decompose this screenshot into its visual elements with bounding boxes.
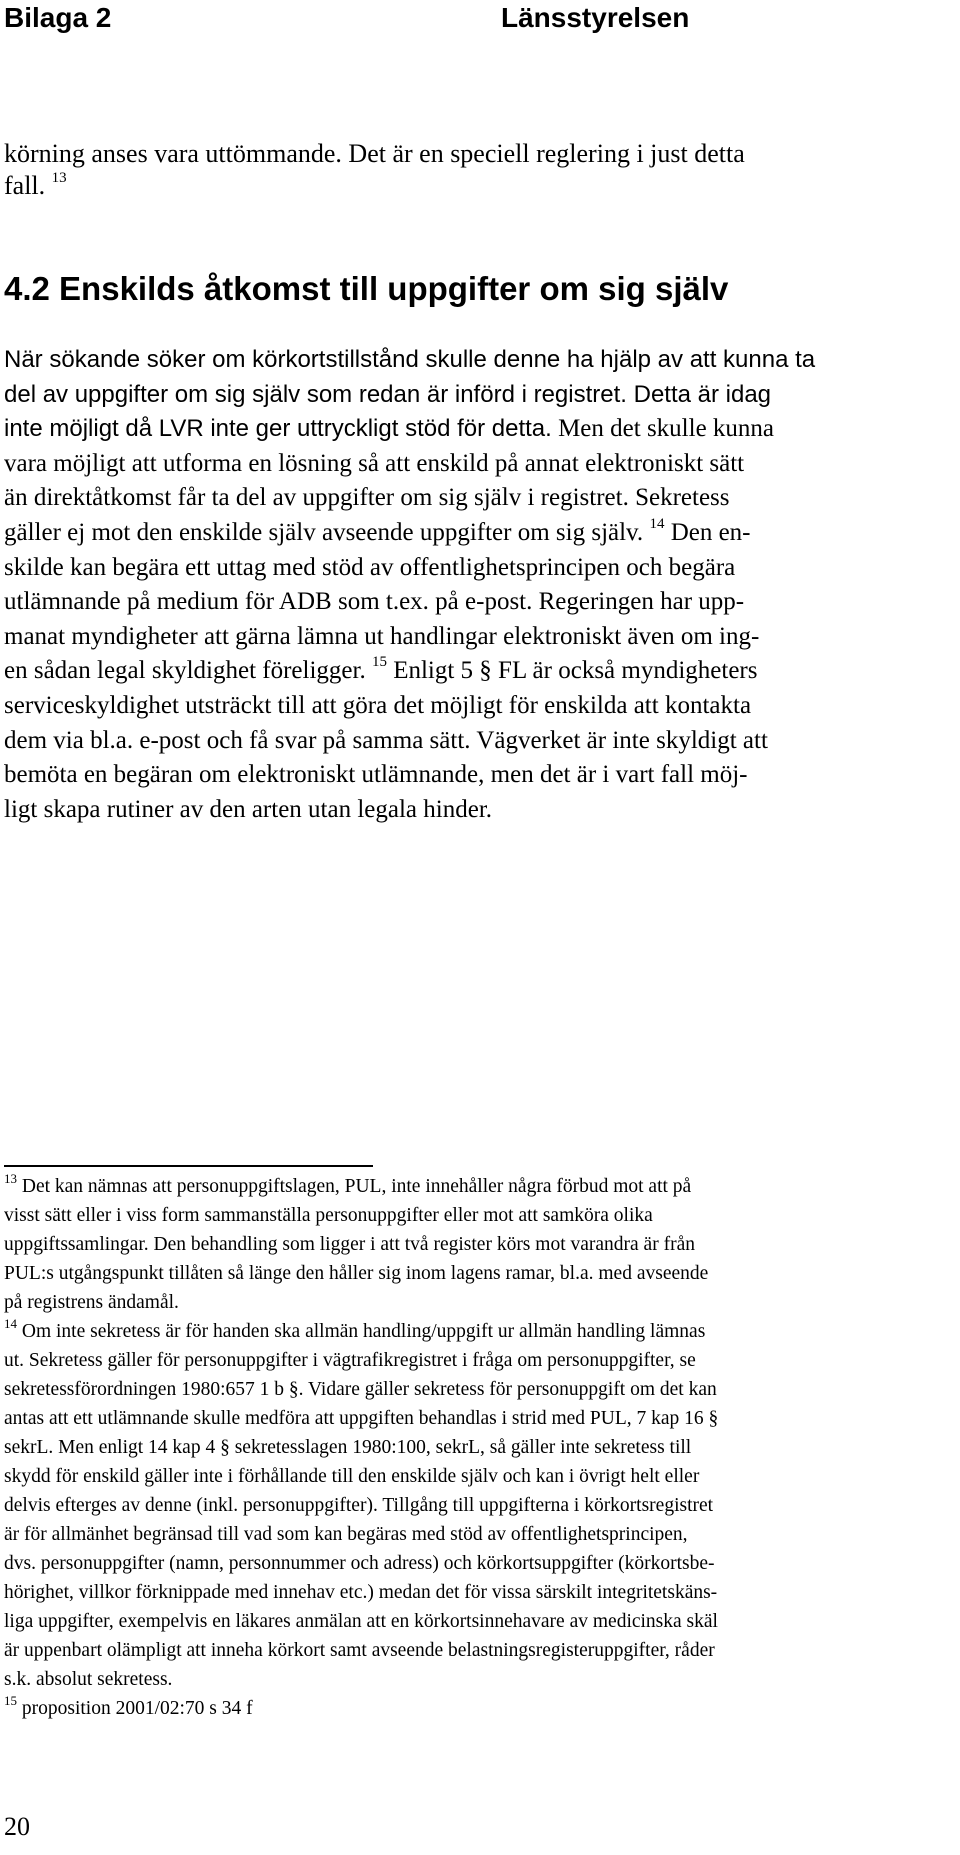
footnote-14-line: antas att ett utlämnande skulle medföra att uppgiften behandlas i strid med PUL, 7 kap 16 § [4,1408,719,1429]
footnote-14-line: hörighet, villkor förknippade med innehav etc.) medan det för vissa särskilt integritetskäns- [4,1582,718,1603]
footnote-13-line: uppgiftssamlingar. Den behandling som ligger i att två register körs mot varandra är från [4,1234,695,1255]
footnote-text: Det kan nämnas att personuppgiftslagen, PUL, inte innehåller några förbud mot att på [17,1176,692,1197]
body-line: ligt skapa rutiner av den arten utan legala hinder. [4,795,493,823]
footnote-14-line: liga uppgifter, exempelvis en läkares anmälan att en körkortsinnehavare av medicinska skäl [4,1611,718,1632]
intro-line-2-text: fall. [4,171,46,200]
footnote-number-14: 14 [4,1316,17,1331]
body-line-segment: Enligt 5 § FL är också myndigheters [386,657,758,685]
body-line-segment: Sekretess [628,484,730,512]
body-line [4,412,944,447]
footnote-ref-15[interactable]: 15 [371,654,387,671]
footnote-number-15: 15 [4,1693,17,1708]
footnote-14-line: delvis efterges av denne (inkl. personuppgifter). Tillgång till uppgifterna i körkortsregistret [4,1495,714,1516]
section-heading: 4.2 Enskilds åtkomst till uppgifter om sig själv [4,270,729,307]
body-line: vara möjligt att utforma en lösning så att enskild på annat elektroniskt sätt [4,449,745,477]
page-header [0,2,960,38]
footnote-14-line: skydd för enskild gäller inte i förhållande till den enskilde själv och kan i övrigt helt eller [4,1466,700,1487]
footnote-13-line [4,1172,954,1201]
body-line: del av uppgifter om sig själv som redan är införd i registret. Detta är idag [4,380,772,408]
footnote-text: Om inte sekretess är för handen ska allmän handling/uppgift ur allmän handling lämnas [17,1321,706,1342]
intro-line-2 [4,170,944,202]
body-line [4,481,944,516]
footnote-14-line: s.k. absolut sekretess. [4,1669,173,1690]
body-line [4,654,944,689]
footnote-14-line: är uppenbart olämpligt att inneha körkort samt avseende belastningsregisteruppgifter, råder [4,1640,715,1661]
footnote-13-line: visst sätt eller i viss form sammanställa personuppgifter eller mot att samköra olika [4,1205,653,1226]
body-line: serviceskyldighet utsträckt till att göra det möjligt för enskilda att kontakta [4,691,752,719]
body-line: manat myndigheter att gärna lämna ut handlingar elektroniskt även om ing- [4,622,760,650]
body-line: dem via bl.a. e-post och få svar på samma sätt. Vägverket är inte skyldigt att [4,726,768,754]
body-line-segment: inte möjligt då LVR inte ger uttryckligt stöd för detta. [4,415,552,443]
body-line-segment: gäller ej mot den enskilde själv avseende uppgifter om sig själv. [4,518,644,546]
footnote-14-line: dvs. personuppgifter (namn, personnummer och adress) och körkortsuppgifter (körkortsbe- [4,1553,715,1574]
body-line: utlämnande på medium för ADB som t.ex. på e-post. Regeringen har upp- [4,588,745,616]
footnote-13-line: PUL:s utgångspunkt tillåten så länge den håller sig inom lagens ramar, bl.a. med avseende [4,1263,709,1284]
footnote-14-line: sekretessförordningen 1980:657 1 b §. Vidare gäller sekretess för personuppgift om det kan [4,1379,717,1400]
footnotes-section [4,1172,954,1723]
footnote-13-line: på registrens ändamål. [4,1292,179,1313]
footnote-ref-14[interactable]: 14 [649,515,665,532]
body-line-segment: Men det skulle kunna [551,415,775,443]
footnote-14-line: är för allmänhet begränsad till vad som kan begäras med stöd av offentlighetsprincipen, [4,1524,688,1545]
section-body [4,343,944,827]
body-line: skilde kan begära ett uttag med stöd av offentlighetsprincipen och begära [4,553,736,581]
body-line-segment: en sådan legal skyldighet föreligger. [4,657,366,685]
footnote-ref-13[interactable]: 13 [51,170,67,186]
footnote-14-line [4,1317,954,1346]
footnote-14-line: sekrL. Men enligt 14 kap 4 § sekretesslagen 1980:100, sekrL, så gäller inte sekretess till [4,1437,692,1458]
header-authority-label: Länsstyrelsen [501,2,690,33]
footnote-15-line [4,1694,954,1723]
footnote-separator [4,1165,373,1167]
intro-line-1: körning anses vara uttömmande. Det är en speciell reglering i just detta [4,139,745,168]
body-line: När sökande söker om körkortstillstånd skulle denne ha hjälp av att kunna ta [4,346,816,373]
body-line [4,516,944,551]
header-appendix-label: Bilaga 2 [4,2,112,33]
page-number: 20 [4,1812,30,1841]
body-line-segment: än direktåtkomst får ta del av uppgifter om sig själv i registret. [4,484,629,512]
footnote-number-13: 13 [4,1171,17,1186]
body-line-segment: Den en- [664,518,751,546]
body-line: bemöta en begäran om elektroniskt utlämnande, men det är i vart fall möj- [4,761,748,789]
footnote-text: proposition 2001/02:70 s 34 f [17,1698,253,1719]
intro-paragraph [4,138,944,202]
footnote-14-line: ut. Sekretess gäller för personuppgifter i vägtrafikregistret i fråga om personuppgifter, se [4,1350,696,1371]
